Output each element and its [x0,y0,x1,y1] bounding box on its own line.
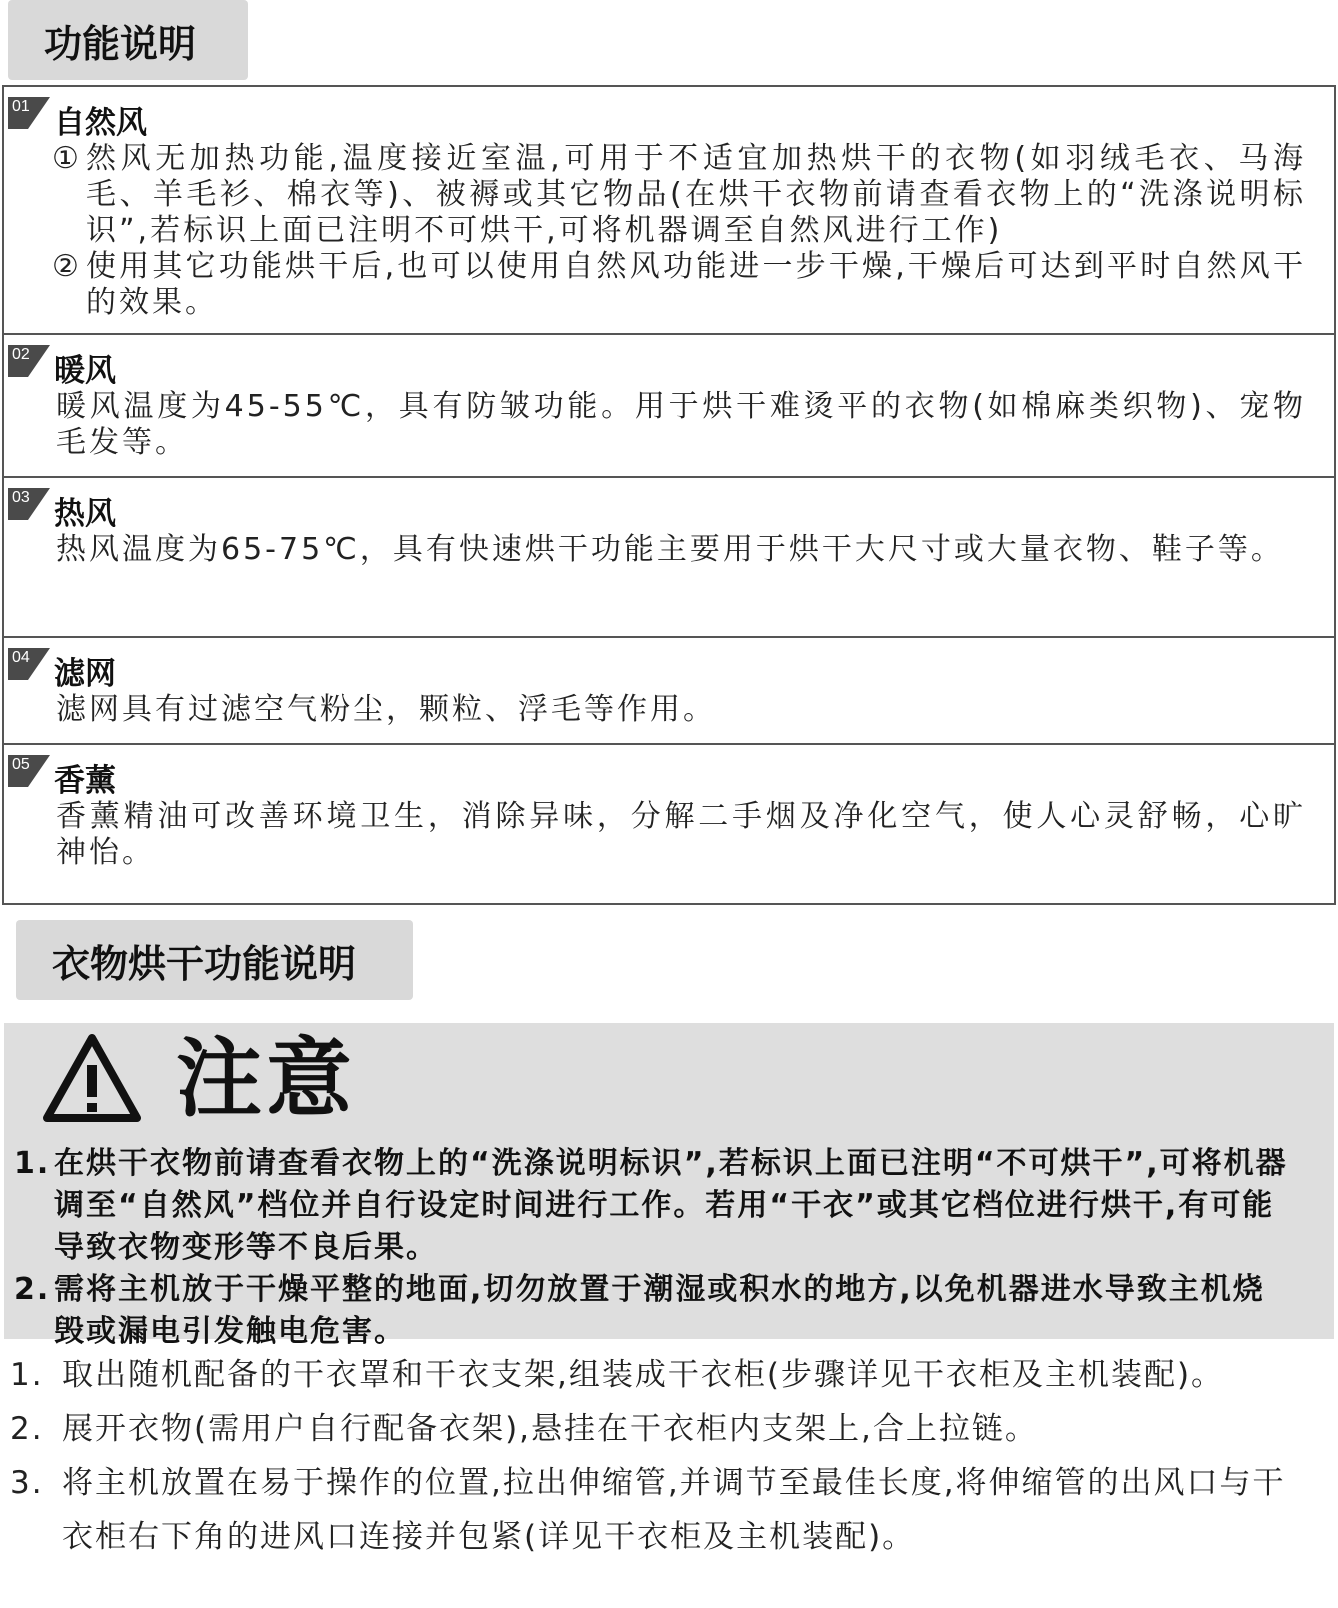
function-description: 暖风温度为45-55℃，具有防皱功能。用于烘干难烫平的衣物(如棉麻类织物)、宠物毛发等。 [56,389,1306,460]
number-badge: 04 [8,648,50,680]
function-warm-wind [2,333,1336,478]
section-heading-drying: 衣物烘干功能说明 [16,920,413,1000]
number-badge: 03 [8,488,50,520]
warning-icon [42,1033,142,1127]
function-title: 热风 [54,496,116,532]
function-title: 滤网 [54,656,116,692]
function-description: 香薰精油可改善环境卫生，消除异味，分解二手烟及净化空气，使人心灵舒畅，心旷神怡。 [56,799,1306,870]
list-item: 1. 取出随机配备的干衣罩和干衣支架,组装成干衣柜(步骤详见干衣柜及主机装配)。 [10,1357,1225,1393]
list-item: 2. 展开衣物(需用户自行配备衣架),悬挂在干衣柜内支架上,合上拉链。 [10,1411,1038,1447]
caution-box [4,1023,1334,1349]
list-item: 2. 需将主机放于干燥平整的地面,切勿放置于潮湿或积水的地方,以免机器进水导致主机烧毁或漏电引发触电危害。 [14,1272,1265,1349]
function-hot-wind [2,476,1336,638]
number-badge: 05 [8,755,50,787]
list-item: ② 使用其它功能烘干后,也可以使用自然风功能进一步干燥,干燥后可达到平时自然风干的效果。 [52,249,1306,320]
function-natural-wind [2,85,1336,335]
section-heading-functions: 功能说明 [8,0,248,80]
function-title: 自然风 [54,105,147,141]
function-description: 滤网具有过滤空气粉尘，颗粒、浮毛等作用。 [56,692,716,727]
list-item: 3. 将主机放置在易于操作的位置,拉出伸缩管,并调节至最佳长度,将伸缩管的出风口与干衣柜右下角的进风口连接并包紧(详见干衣柜及主机装配)。 [10,1465,1286,1555]
list-item: 1. 在烘干衣物前请查看衣物上的“洗涤说明标识”,若标识上面已注明“不可烘干”,可将机器调至“自然风”档位并自行设定时间进行工作。若用“干衣”或其它档位进行烘干,有可能导致衣物变形等不良后果。 [14,1146,1288,1265]
function-title: 香薰 [54,763,116,799]
function-description: 热风温度为65-75℃，具有快速烘干功能主要用于烘干大尺寸或大量衣物、鞋子等。 [56,532,1284,567]
function-filter [2,636,1336,745]
function-aroma [2,743,1336,905]
caution-list [14,1143,1294,1353]
function-title: 暖风 [54,353,116,389]
number-badge: 01 [8,97,50,129]
list-item: ① 然风无加热功能,温度接近室温,可用于不适宜加热烘干的衣物(如羽绒毛衣、马海毛、羊毛衫、棉衣等)、被褥或其它物品(在烘干衣物前请查看衣物上的“洗涤说明标识”,若标识上面已注明不可烘干,可将机器调至自然风进行工作) [52,141,1306,248]
number-badge: 02 [8,345,50,377]
function-description [52,141,1306,321]
drying-steps [10,1348,1288,1564]
caution-title: 注意 [176,1029,356,1129]
